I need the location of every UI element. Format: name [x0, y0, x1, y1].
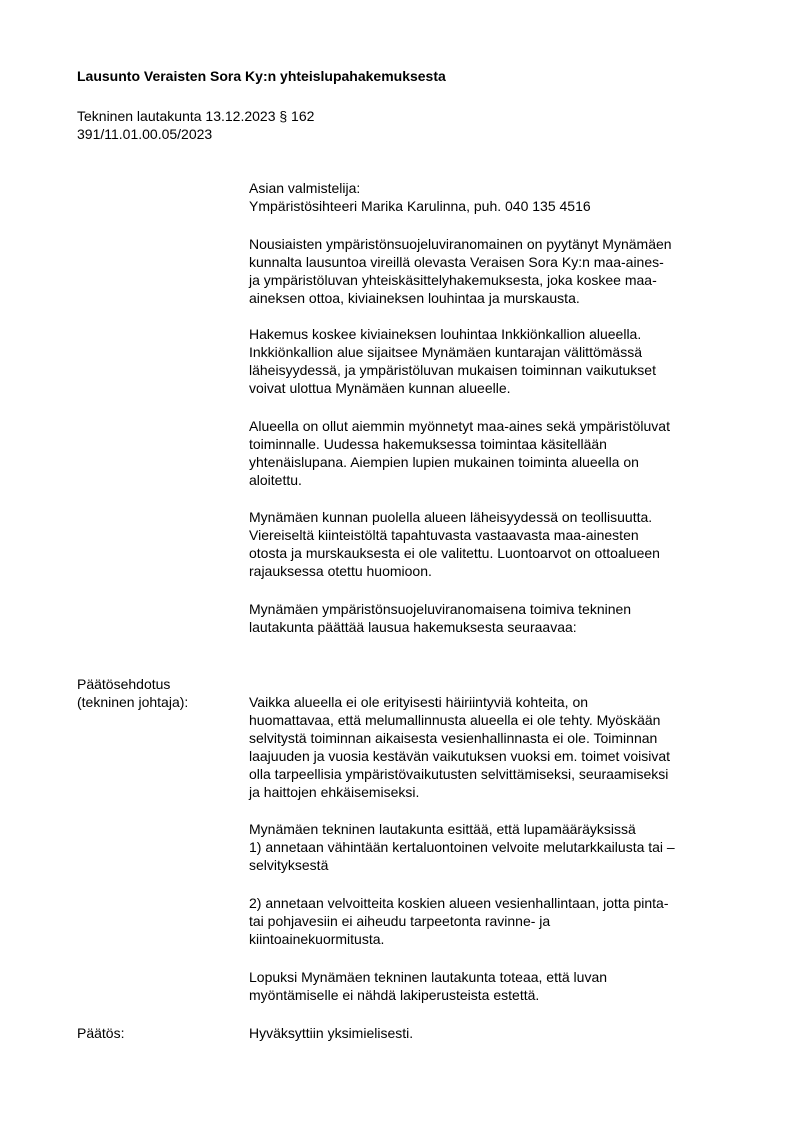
paragraph-line: Vaikka alueella ei ole erityisesti häiriintyviä kohteita, on	[249, 694, 589, 710]
paragraph-line: 1) annetaan vähintään kertaluontoinen velvoite melutarkkailusta tai –	[249, 839, 675, 855]
paragraph	[249, 894, 669, 948]
paragraph-line: Lopuksi Mynämäen tekninen lautakunta toteaa, että luvan	[249, 969, 608, 985]
paragraph-line: selvityksestä	[249, 857, 329, 873]
paragraph-line: voivat ulottua Mynämäen kunnan alueelle.	[249, 380, 511, 396]
paragraph-line: huomattavaa, että melumallinnusta alueella ei ole tehty. Myöskään	[249, 712, 661, 728]
diary-number: 391/11.01.00.05/2023	[77, 126, 213, 142]
paragraph	[249, 235, 672, 307]
preparer-name: Ympäristösihteeri Marika Karulinna, puh. 040 135 4516	[249, 198, 591, 214]
paragraph-line: toiminnalle. Uudessa hakemuksessa toimintaa käsitellään	[249, 436, 607, 452]
paragraph-line: kiintoainekuormitusta.	[249, 931, 385, 947]
paragraph-line: Alueella on ollut aiemmin myönnetyt maa-aines sekä ympäristöluvat	[249, 418, 670, 434]
paragraph-line: yhtenäislupana. Aiempien lupien mukainen toiminta alueella on	[249, 454, 639, 470]
paragraph	[249, 325, 656, 397]
paragraph	[249, 693, 670, 801]
paragraph-line: Mynämäen ympäristönsuojeluviranomaisena toimiva tekninen	[249, 601, 632, 617]
preparer-block	[249, 179, 591, 215]
paragraph-line: rajauksessa otettu huomioon.	[249, 563, 432, 579]
proposal-label-line: Päätösehdotus	[77, 676, 171, 692]
document-title: Lausunto Veraisten Sora Ky:n yhteislupahakemuksesta	[77, 68, 446, 84]
paragraph-line: selvitystä toiminnan aikaisesta vesienhallinnasta ei ole. Toiminnan	[249, 730, 658, 746]
paragraph	[249, 600, 631, 636]
proposal-label-line: (tekninen johtaja):	[77, 694, 189, 710]
paragraph-line: kunnalta lausuntoa vireillä olevasta Veraisen Sora Ky:n maa-aines-	[249, 254, 664, 270]
paragraph-line: ja ympäristöluvan yhteiskäsittelyhakemuksesta, joka koskee maa-	[249, 272, 657, 288]
paragraph-line: myöntämiselle ei nähdä lakiperusteista estettä.	[249, 987, 540, 1003]
paragraph-line: tai pohjavesiin ei aiheudu tarpeetonta ravinne- ja	[249, 913, 551, 929]
paragraph-line: Viereiseltä kiinteistöltä tapahtuvasta vastaavasta maa-ainesten	[249, 527, 639, 543]
decision-text: Hyväksyttiin yksimielisesti.	[249, 1025, 414, 1041]
paragraph-line: Hakemus koskee kiviaineksen louhintaa Inkkiönkallion alueella.	[249, 326, 642, 342]
paragraph-line: Nousiaisten ympäristönsuojeluviranomainen on pyytänyt Mynämäen	[249, 236, 672, 252]
paragraph	[249, 508, 660, 580]
paragraph-line: otosta ja murskauksesta ei ole valitettu. Luontoarvot on ottoalueen	[249, 545, 660, 561]
paragraph-line: aineksen ottoa, kiviaineksen louhintaa ja murskausta.	[249, 290, 580, 306]
paragraph	[249, 968, 607, 1004]
preparer-label: Asian valmistelija:	[249, 180, 361, 196]
meeting-info: Tekninen lautakunta 13.12.2023 § 162	[77, 108, 315, 124]
paragraph-line: olla tarpeellisia ympäristövaikutusten selvittämiseksi, seuraamiseksi	[249, 766, 669, 782]
paragraph-line: laajuuden ja vuosia kestävän vaikutuksen vuoksi em. toimet voisivat	[249, 748, 670, 764]
paragraph	[249, 417, 670, 489]
decision-label: Päätös:	[77, 1025, 125, 1041]
paragraph-line: lautakunta päättää lausua hakemuksesta seuraavaa:	[249, 619, 577, 635]
proposal-label	[77, 675, 188, 711]
paragraph-line: läheisyydessä, ja ympäristöluvan mukaisen toiminnan vaikutukset	[249, 362, 656, 378]
paragraph-line: 2) annetaan velvoitteita koskien alueen vesienhallintaan, jotta pinta-	[249, 895, 669, 911]
paragraph-line: Mynämäen tekninen lautakunta esittää, että lupamääräyksissä	[249, 821, 636, 837]
paragraph-line: aloitettu.	[249, 472, 302, 488]
paragraph-line: Inkkiönkallion alue sijaitsee Mynämäen kuntarajan välittömässä	[249, 344, 642, 360]
paragraph-line: Mynämäen kunnan puolella alueen läheisyydessä on teollisuutta.	[249, 509, 653, 525]
paragraph-line: ja haittojen ehkäisemiseksi.	[249, 784, 420, 800]
paragraph	[249, 820, 675, 874]
